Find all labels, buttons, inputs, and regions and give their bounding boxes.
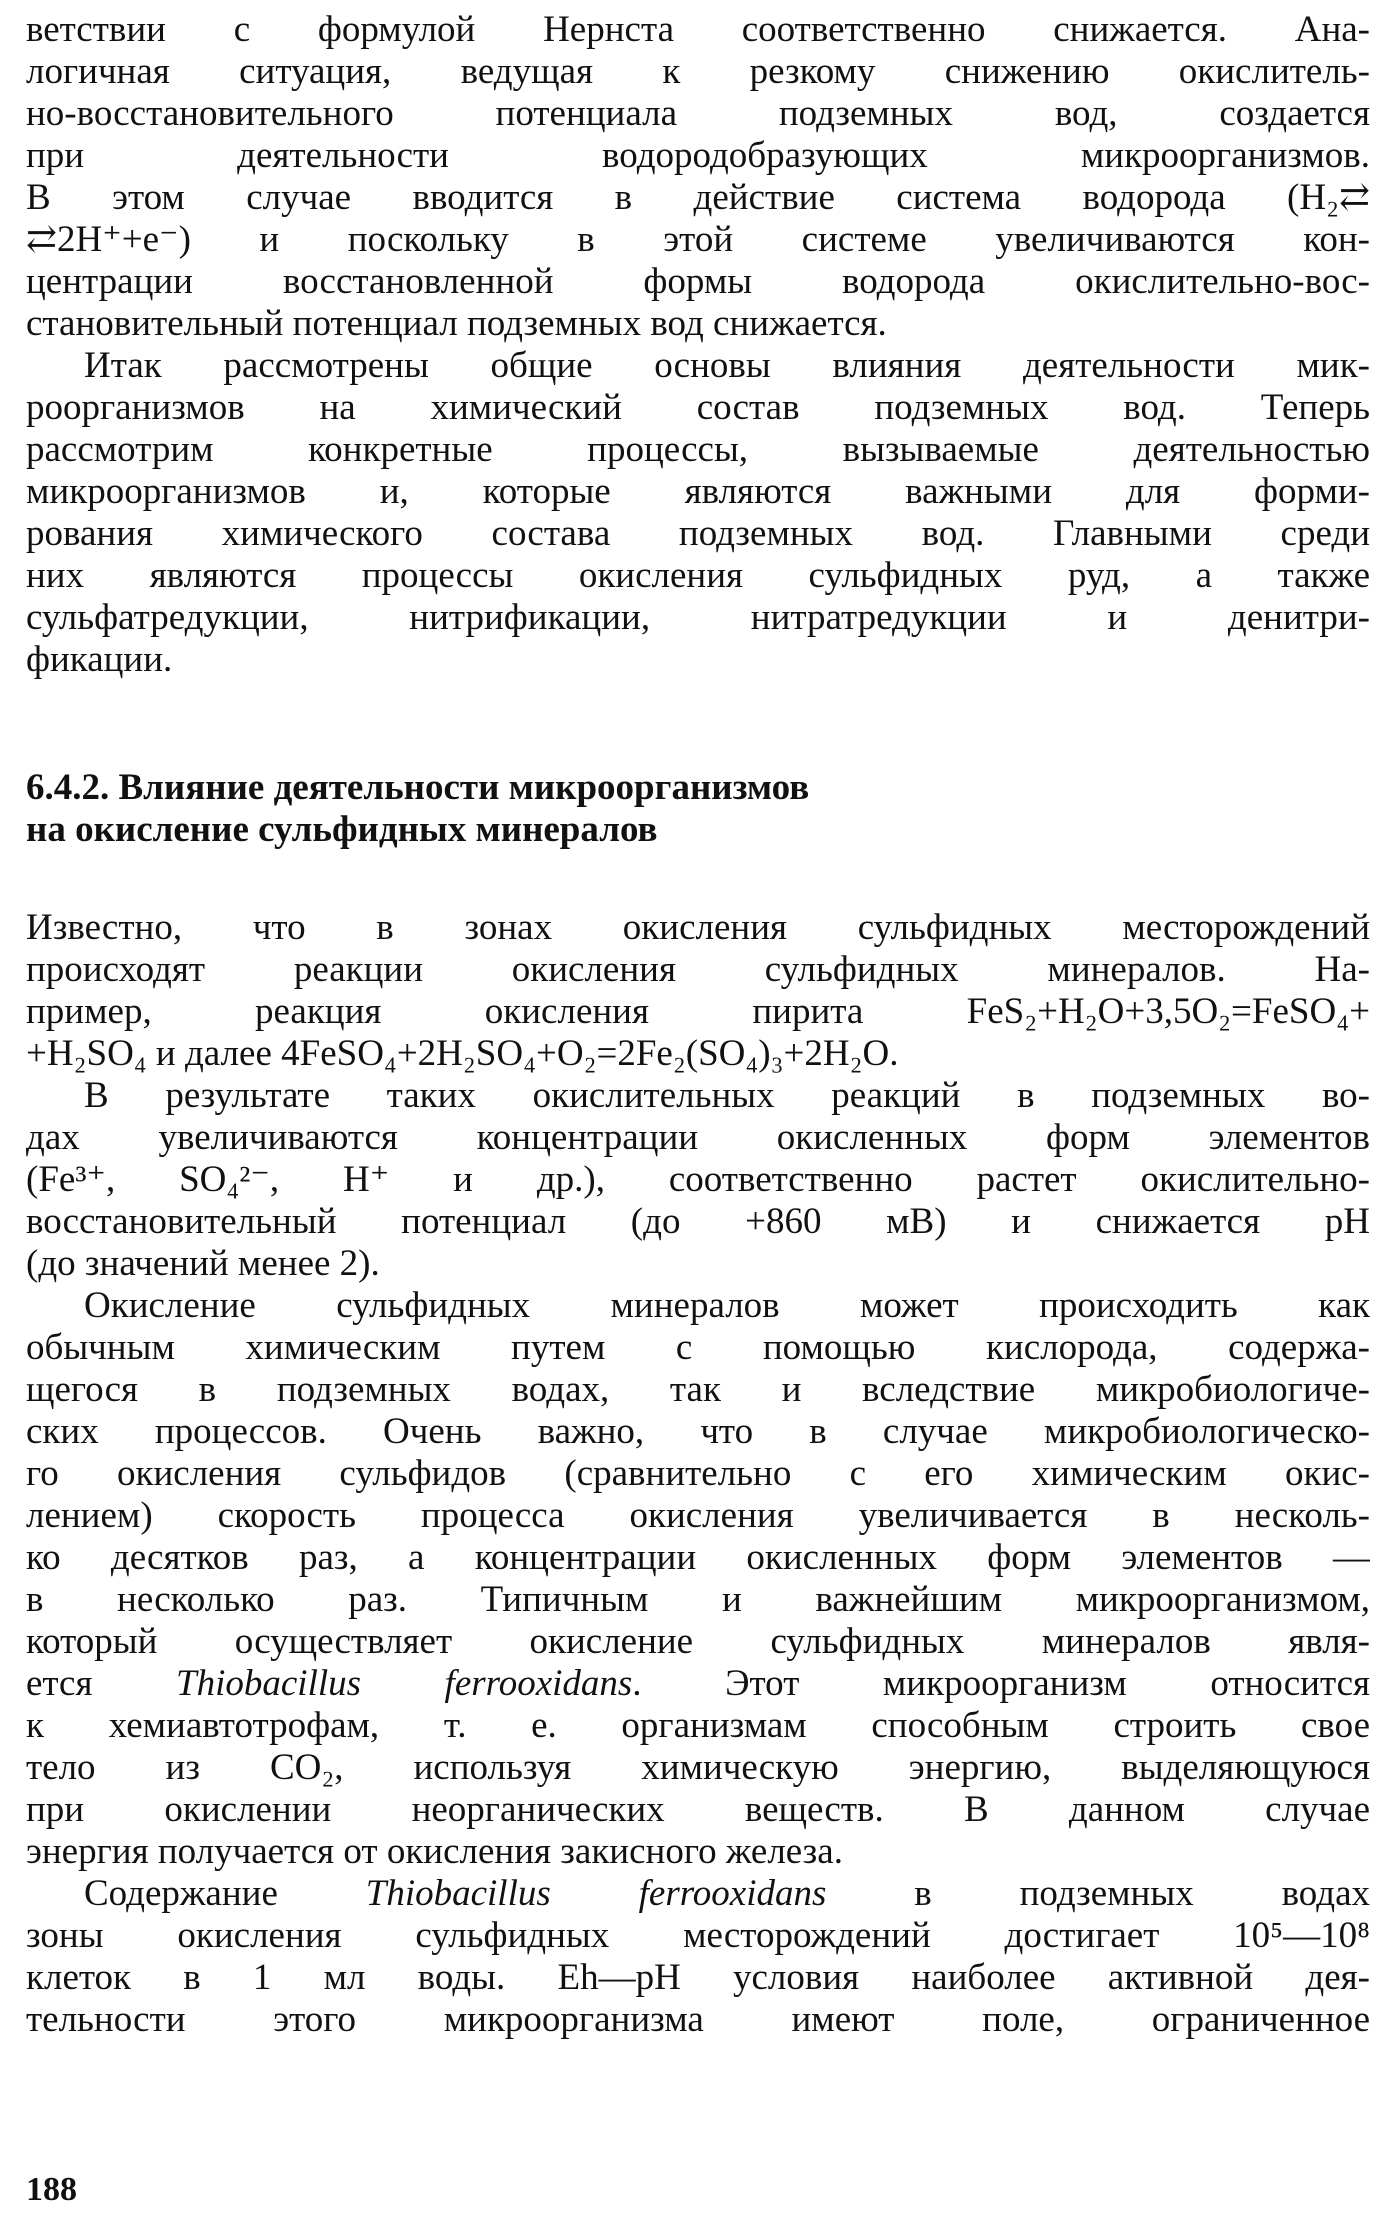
text-line: к хемиавтотрофам, т. е. организмам способным строить свое	[26, 1705, 1370, 1746]
text-fragment: ется	[26, 1663, 177, 1704]
text-line: но-восстановительного потенциала подземных вод, создается	[26, 93, 1370, 134]
text-line: при деятельности водородобразующих микроорганизмов.	[26, 135, 1370, 176]
text-line: Известно, что в зонах окисления сульфидных месторождений	[26, 907, 1370, 948]
text-line: тело из CO₂, используя химическую энергию, выделяющуюся	[26, 1747, 1370, 1788]
organism-name: Thiobacillus ferrooxidans	[176, 1663, 633, 1704]
text-line: становительный потенциал подземных вод снижается.	[26, 303, 887, 344]
organism-name: Thiobacillus ferrooxidans	[365, 1873, 827, 1914]
text-line: клеток в 1 мл воды. Eh—pH условия наиболее активной дея-	[26, 1957, 1370, 1998]
text-line: логичная ситуация, ведущая к резкому снижению окислитель-	[26, 51, 1370, 92]
text-line: ветствии с формулой Нернста соответственно снижается. Ана-	[26, 9, 1370, 50]
text-line: энергия получается от окисления закисного железа.	[26, 1831, 843, 1872]
text-line	[26, 1662, 1370, 1706]
text-line: зоны окисления сульфидных месторождений достигает 10⁵—10⁸	[26, 1915, 1370, 1956]
text-line: щегося в подземных водах, так и вследствие микробиологиче-	[26, 1369, 1370, 1410]
text-line: В этом случае вводится в действие система водорода (H₂⇄	[26, 177, 1370, 218]
text-line: происходят реакции окисления сульфидных минералов. На-	[26, 949, 1370, 990]
text-line: ко десятков раз, а концентрации окисленных форм элементов —	[26, 1537, 1370, 1578]
text-line: дах увеличиваются концентрации окисленных форм элементов	[26, 1117, 1370, 1158]
text-line	[26, 1872, 1370, 1916]
text-line: роорганизмов на химический состав подземных вод. Теперь	[26, 387, 1370, 428]
text-line: тельности этого микроорганизма имеют поле, ограниченное	[26, 1999, 1370, 2040]
text-line: восстановительный потенциал (до +860 мВ) и снижается pH	[26, 1201, 1370, 1242]
text-line: который осуществляет окисление сульфидных минералов явля-	[26, 1621, 1370, 1662]
text-line: ских процессов. Очень важно, что в случае микробиологическо-	[26, 1411, 1370, 1452]
text-fragment: . Этот микроорганизм относится	[632, 1663, 1370, 1704]
text-fragment: Содержание	[84, 1873, 366, 1914]
text-fragment: в подземных водах	[826, 1873, 1370, 1914]
text-line: сульфатредукции, нитрификации, нитратредукции и денитри-	[26, 597, 1370, 638]
text-line: го окисления сульфидов (сравнительно с его химическим окис-	[26, 1453, 1370, 1494]
text-line: них являются процессы окисления сульфидных руд, а также	[26, 555, 1370, 596]
text-line: +H₂SO₄ и далее 4FeSO₄+2H₂SO₄+O₂=2Fe₂(SO₄)₃+2H₂O.	[26, 1033, 899, 1074]
page-number: 188	[26, 2171, 77, 2208]
text-line: обычным химическим путем с помощью кислорода, содержа-	[26, 1327, 1370, 1368]
text-line: рования химического состава подземных вод. Главными среди	[26, 513, 1370, 554]
text-line: в несколько раз. Типичным и важнейшим микроорганизмом,	[26, 1579, 1370, 1620]
text-line: Окисление сульфидных минералов может происходить как	[84, 1285, 1370, 1326]
text-line: Итак рассмотрены общие основы влияния деятельности мик-	[84, 345, 1370, 386]
text-line: ⇄2H⁺+e⁻) и поскольку в этой системе увеличиваются кон-	[26, 219, 1370, 260]
text-line: лением) скорость процесса окисления увеличивается в несколь-	[26, 1495, 1370, 1536]
text-line: при окислении неорганических веществ. В данном случае	[26, 1789, 1370, 1830]
text-line: пример, реакция окисления пирита FeS₂+H₂O+3,5O₂=FeSO₄+	[26, 991, 1370, 1032]
section-heading: 6.4.2. Влияние деятельности микроорганизмов	[26, 767, 810, 808]
text-line: (Fe³⁺, SO₄²⁻, H⁺ и др.), соответственно растет окислительно-	[26, 1159, 1370, 1200]
text-line: центрации восстановленной формы водорода окислительно-вос-	[26, 261, 1370, 302]
text-line: фикации.	[26, 639, 173, 680]
text-line: микроорганизмов и, которые являются важными для форми-	[26, 471, 1370, 512]
text-line: В результате таких окислительных реакций в подземных во-	[84, 1075, 1370, 1116]
text-line: (до значений менее 2).	[26, 1243, 380, 1284]
book-page	[26, 0, 1370, 2220]
section-heading: на окисление сульфидных минералов	[26, 809, 658, 850]
text-line: рассмотрим конкретные процессы, вызываемые деятельностью	[26, 429, 1370, 470]
